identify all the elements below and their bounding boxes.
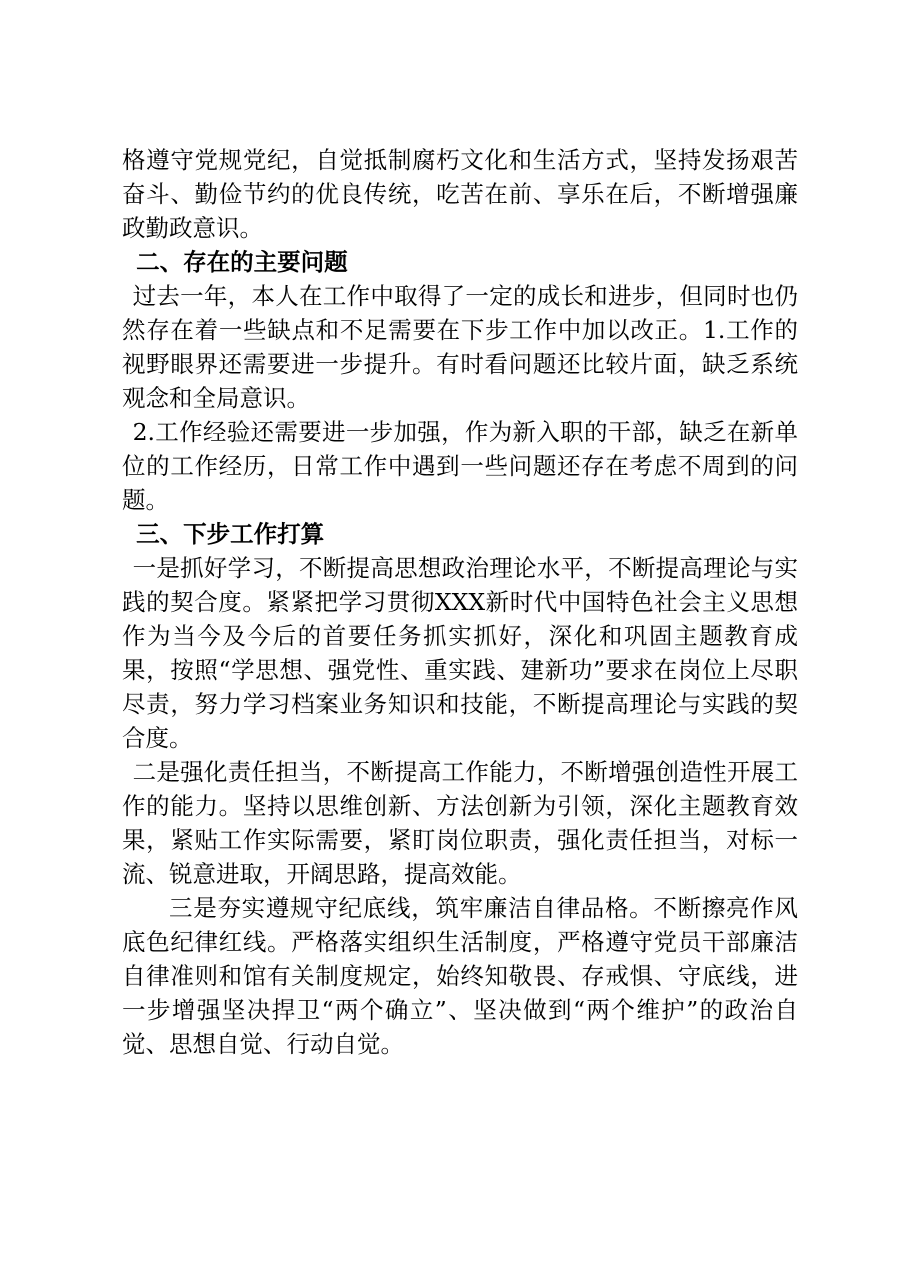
paragraph-problem-2: 2.工作经验还需要进一步加强，作为新入职的干部，缺乏在新单位的工作经历，日常工作中遇到一些问题还存在考虑不周到的问题。 xyxy=(122,418,798,514)
paragraph-plan-3: 三是夯实遵规守纪底线，筑牢廉洁自律品格。不断擦亮作风底色纪律红线。严格落实组织生活制度，严格遵守党员干部廉洁自律准则和馆有关制度规定，始终知敬畏、存戒惧、守底线，进一步增强坚决捍卫“两个确立”、坚决做到“两个维护”的政治自觉、思想自觉、行动自觉。 xyxy=(122,894,798,1058)
paragraph-continuation: 格遵守党规党纪，自觉抵制腐朽文化和生活方式，坚持发扬艰苦奋斗、勤俭节约的优良传统，吃苦在前、享乐在后，不断增强廉政勤政意识。 xyxy=(122,146,798,242)
document-body xyxy=(122,143,798,1061)
paragraph-plan-2: 二是强化责任担当，不断提高工作能力，不断增强创造性开展工作的能力。坚持以思维创新、方法创新为引领，深化主题教育效果，紧贴工作实际需要，紧盯岗位职责，强化责任担当，对标一流、锐意进取，开阔思路，提高效能。 xyxy=(122,758,798,888)
section-heading-problems: 二、存在的主要问题 xyxy=(136,248,348,276)
paragraph-problems-intro: 过去一年，本人在工作中取得了一定的成长和进步，但同时也仍然存在着一些缺点和不足需要在下步工作中加以改正。1.工作的视野眼界还需要进一步提升。有时看问题还比较片面，缺乏系统观念和全局意识。 xyxy=(122,282,798,412)
paragraph-plan-1: 一是抓好学习，不断提高思想政治理论水平，不断提高理论与实践的契合度。紧紧把学习贯彻XXX新时代中国特色社会主义思想作为当今及今后的首要任务抓实抓好，深化和巩固主题教育成果，按照“学思想、强党性、重实践、建新功”要求在岗位上尽职尽责，努力学习档案业务知识和技能，不断提高理论与实践的契合度。 xyxy=(122,554,798,752)
section-heading-plans: 三、下步工作打算 xyxy=(136,520,325,548)
